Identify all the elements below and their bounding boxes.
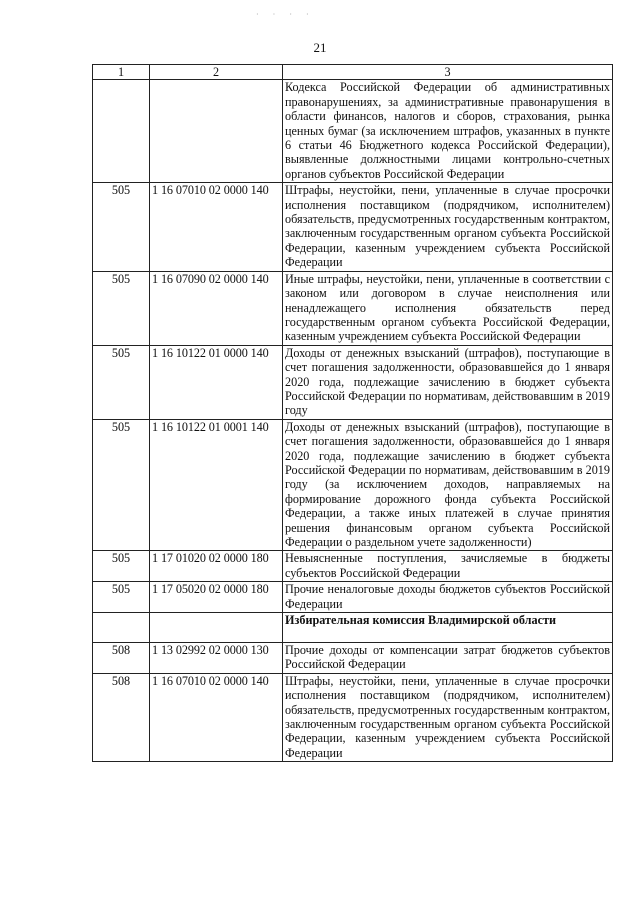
table-header-row bbox=[93, 65, 613, 80]
table-row bbox=[93, 673, 613, 761]
page-number: 21 bbox=[313, 40, 327, 55]
description-cell: Невыясненные поступления, зачисляемые в бюджеты субъектов Российской Федерации bbox=[283, 551, 613, 582]
table-row bbox=[93, 271, 613, 345]
description-cell: Прочие доходы от компенсации затрат бюджетов субъектов Российской Федерации bbox=[283, 643, 613, 674]
table-row bbox=[93, 183, 613, 271]
budget-code-cell: 1 16 07010 02 0000 140 bbox=[150, 183, 283, 271]
table-row bbox=[93, 551, 613, 582]
budget-code-cell: 1 16 10122 01 0000 140 bbox=[150, 345, 283, 419]
admin-code-cell: 505 bbox=[93, 419, 150, 551]
column-number-1: 1 bbox=[93, 65, 150, 80]
admin-code-cell bbox=[93, 613, 150, 643]
column-number-2: 2 bbox=[150, 65, 283, 80]
admin-code-cell: 505 bbox=[93, 345, 150, 419]
description-cell: Штрафы, неустойки, пени, уплаченные в случае просрочки исполнения поставщиком (подрядчиком, исполнителем) обязательств, предусмотренных государственным контрактом, заключенным государственным органом субъекта Российской Федерации, казенным учреждением субъекта Российской Федерации bbox=[283, 183, 613, 271]
admin-code-cell: 505 bbox=[93, 551, 150, 582]
budget-code-cell: 1 17 05020 02 0000 180 bbox=[150, 582, 283, 613]
budget-code-cell bbox=[150, 613, 283, 643]
revenue-codes-table bbox=[92, 64, 613, 762]
description-cell: Доходы от денежных взысканий (штрафов), поступающие в счет погашения задолженности, образовавшейся до 1 января 2020 года, подлежащие зачислению в бюджет субъекта Российской Федерации по нормативам, действовавшим в 2019 году (за исключением доходов, направляемых на формирование дорожного фонда субъекта Российской Федерации, а также иных платежей в случае принятия решения финансовым органом субъекта Российской Федерации о раздельном учете задолженности) bbox=[283, 419, 613, 551]
budget-code-cell: 1 16 07010 02 0000 140 bbox=[150, 673, 283, 761]
description-cell: Кодекса Российской Федерации об административных правонарушениях, за административные правонарушения в области финансов, налогов и сборов, страхования, рынка ценных бумаг (за исключением штрафов, указанных в пункте 6 статьи 46 Бюджетного кодекса Российской Федерации), выявленные должностными лицами контрольно-счетных органов субъектов Российской Федерации bbox=[283, 80, 613, 183]
description-cell: Иные штрафы, неустойки, пени, уплаченные в соответствии с законом или договором в случае неисполнения или ненадлежащего исполнения обязательств перед государственным органом субъекта Российской Федерации, казенным учреждением субъекта Российской Федерации bbox=[283, 271, 613, 345]
budget-code-cell bbox=[150, 80, 283, 183]
section-heading-row bbox=[93, 613, 613, 643]
budget-code-cell: 1 16 07090 02 0000 140 bbox=[150, 271, 283, 345]
admin-code-cell: 505 bbox=[93, 183, 150, 271]
budget-code-cell: 1 13 02992 02 0000 130 bbox=[150, 643, 283, 674]
column-number-3: 3 bbox=[283, 65, 613, 80]
scan-marks: · · · · bbox=[256, 10, 315, 19]
table-row bbox=[93, 582, 613, 613]
admin-code-cell bbox=[93, 80, 150, 183]
budget-code-cell: 1 16 10122 01 0001 140 bbox=[150, 419, 283, 551]
admin-code-cell: 505 bbox=[93, 582, 150, 613]
table-row bbox=[93, 419, 613, 551]
admin-code-cell: 505 bbox=[93, 271, 150, 345]
description-cell: Штрафы, неустойки, пени, уплаченные в случае просрочки исполнения поставщиком (подрядчиком, исполнителем) обязательств, предусмотренных государственным контрактом, заключенным государственным органом субъекта Российской Федерации, казенным учреждением субъекта Российской Федерации bbox=[283, 673, 613, 761]
admin-code-cell: 508 bbox=[93, 643, 150, 674]
table-row bbox=[93, 345, 613, 419]
table-row bbox=[93, 643, 613, 674]
budget-code-cell: 1 17 01020 02 0000 180 bbox=[150, 551, 283, 582]
section-title: Избирательная комиссия Владимирской области bbox=[283, 613, 613, 643]
table-row-continuation bbox=[93, 80, 613, 183]
description-cell: Прочие неналоговые доходы бюджетов субъектов Российской Федерации bbox=[283, 582, 613, 613]
description-cell: Доходы от денежных взысканий (штрафов), поступающие в счет погашения задолженности, образовавшейся до 1 января 2020 года, подлежащие зачислению в бюджет субъекта Российской Федерации по нормативам, действовавшим в 2019 году bbox=[283, 345, 613, 419]
admin-code-cell: 508 bbox=[93, 673, 150, 761]
